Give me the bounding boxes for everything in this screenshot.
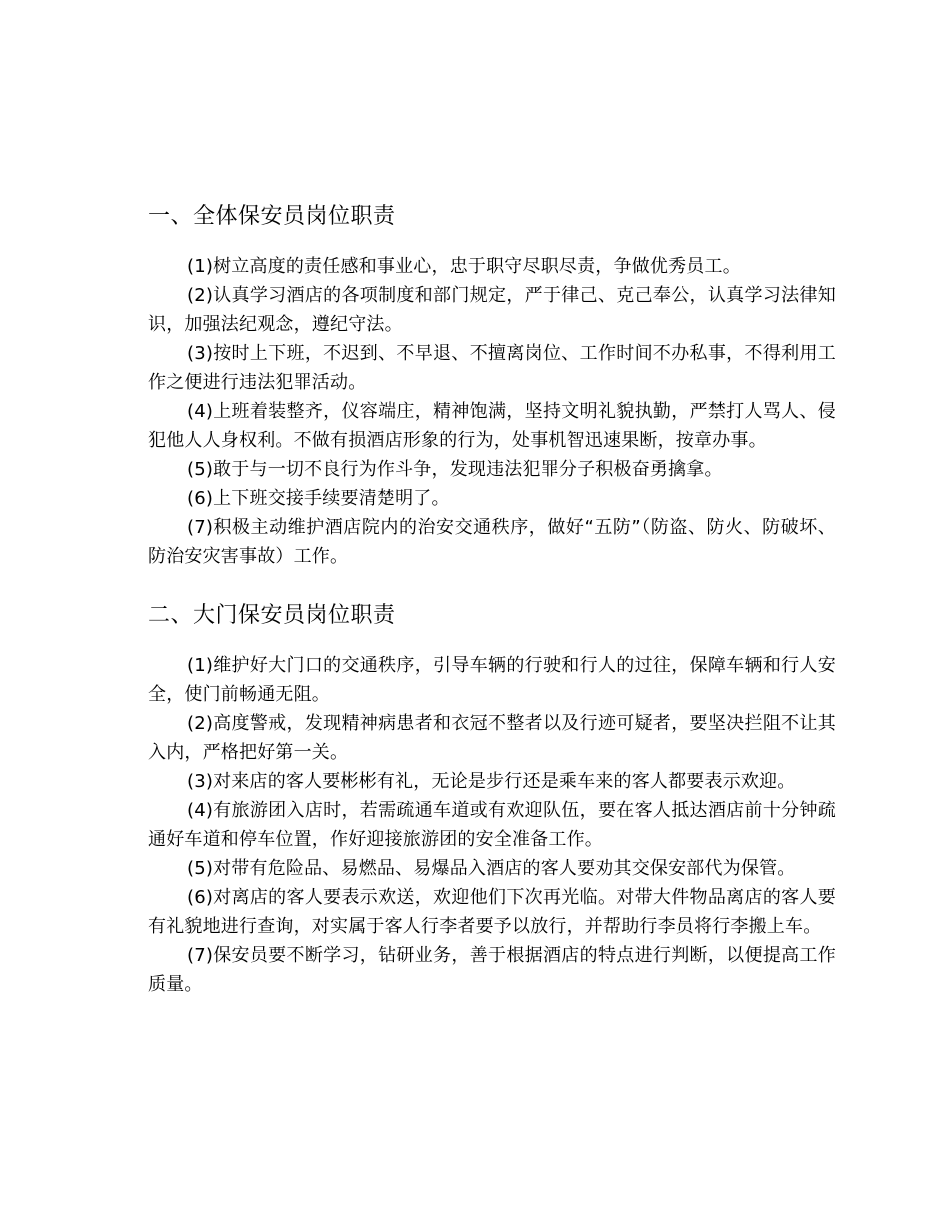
section-gate-guards — [148, 601, 836, 999]
duty-item: (3)对来店的客人要彬彬有礼，无论是步行还是乘车来的客人都要表示欢迎。 — [187, 771, 796, 792]
duty-item: (7)积极主动维护酒店院内的治安交通秩序，做好“五防”（防盗、防火、防破坏、防治安灾害事故）工作。 — [148, 517, 836, 567]
duty-item: (5)对带有危险品、易燃品、易爆品入酒店的客人要劝其交保安部代为保管。 — [187, 858, 796, 879]
duty-item: (4)有旅游团入店时，若需疏通车道或有欢迎队伍，要在客人抵达酒店前十分钟疏通好车道和停车位置，作好迎接旅游团的安全准备工作。 — [148, 800, 836, 850]
duty-item: (3)按时上下班，不迟到、不早退、不擅离岗位、工作时间不办私事，不得利用工作之便进行违法犯罪活动。 — [148, 343, 836, 393]
section-heading: 一、全体保安员岗位职责 — [148, 204, 396, 229]
duty-item: (4)上班着装整齐，仪容端庄，精神饱满，坚持文明礼貌执勤，严禁打人骂人、侵犯他人人身权利。不做有损酒店形象的行为，处事机智迅速果断，按章办事。 — [148, 401, 836, 451]
duty-item: (1)树立高度的责任感和事业心，忠于职守尽职尽责，争做优秀员工。 — [187, 256, 741, 277]
duty-item: (6)对离店的客人要表示欢送，欢迎他们下次再光临。对带大件物品离店的客人要有礼貌地进行查询，对实属于客人行李者要予以放行，并帮助行李员将行李搬上车。 — [148, 887, 836, 937]
section-all-guards — [148, 202, 836, 571]
duty-item: (2)认真学习酒店的各项制度和部门规定，严于律己、克己奉公，认真学习法律知识，加强法纪观念，遵纪守法。 — [148, 285, 836, 335]
duty-item: (5)敢于与一切不良行为作斗争，发现违法犯罪分子积极奋勇擒拿。 — [187, 459, 723, 480]
document-body — [148, 202, 836, 999]
duty-item: (1)维护好大门口的交通秩序，引导车辆的行驶和行人的过往，保障车辆和行人安全，使门前畅通无阻。 — [148, 655, 836, 705]
section-heading: 二、大门保安员岗位职责 — [148, 603, 396, 628]
duty-item: (6)上下班交接手续要清楚明了。 — [187, 488, 450, 509]
duty-item: (2)高度警戒，发现精神病患者和衣冠不整者以及行迹可疑者，要坚决拦阻不让其入内，严格把好第一关。 — [148, 713, 836, 763]
duty-item: (7)保安员要不断学习，钻研业务，善于根据酒店的特点进行判断，以便提高工作质量。 — [148, 945, 836, 995]
